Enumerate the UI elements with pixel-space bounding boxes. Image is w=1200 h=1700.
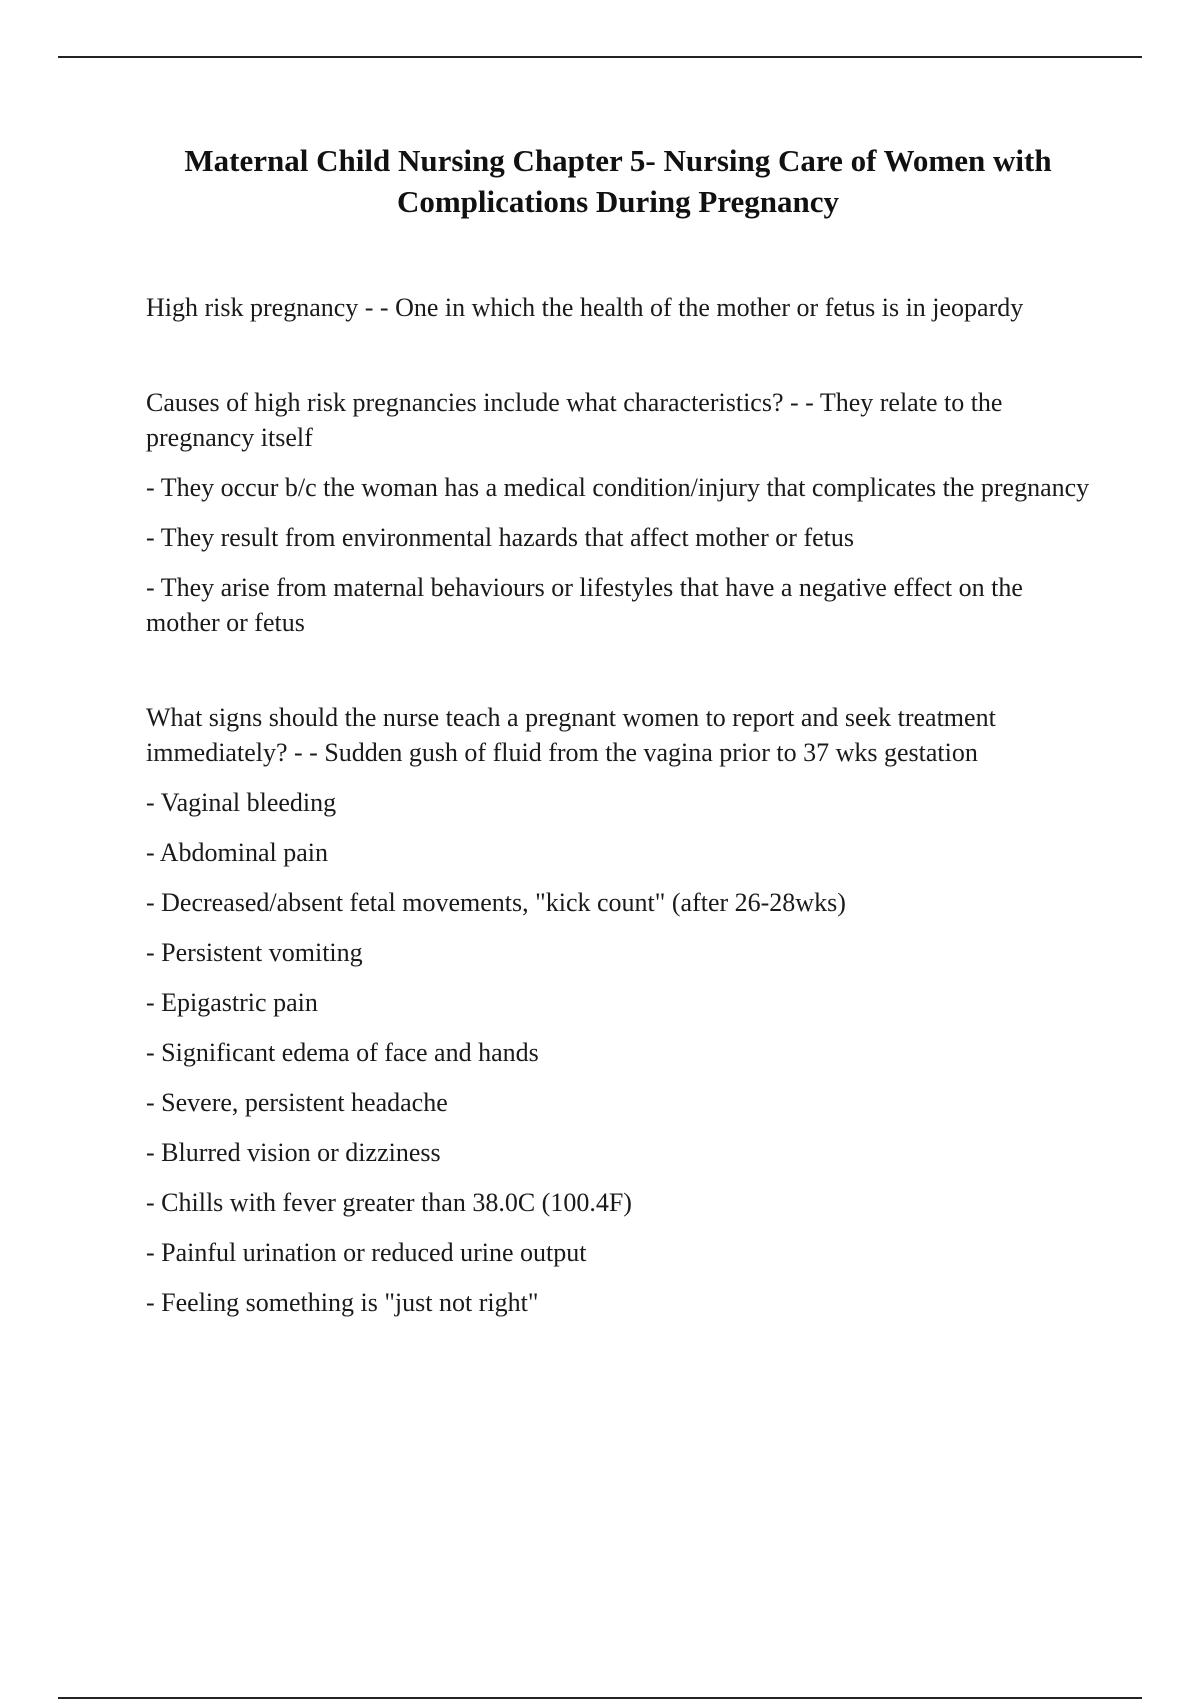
section-1-question: High risk pregnancy - - One in which the health of the mother or fetus is in jeopardy xyxy=(146,293,1024,322)
section-3-item: - Persistent vomiting xyxy=(146,938,363,967)
section-3-item: - Blurred vision or dizziness xyxy=(146,1138,441,1167)
section-2-item: - They occur b/c the woman has a medical condition/injury that complicates the pregnancy xyxy=(146,473,1090,502)
section-3-item: - Abdominal pain xyxy=(146,838,328,867)
section-2-question: Causes of high risk pregnancies include what characteristics? - - They relate to the pregnancy itself xyxy=(146,388,1003,452)
top-divider xyxy=(58,56,1142,58)
section-3-item: - Painful urination or reduced urine output xyxy=(146,1238,587,1267)
section-3-item: - Feeling something is "just not right" xyxy=(146,1288,539,1317)
section-3-item: - Severe, persistent headache xyxy=(146,1088,448,1117)
section-3-item: - Vaginal bleeding xyxy=(146,788,337,817)
section-2-item: - They arise from maternal behaviours or lifestyles that have a negative effect on the mother or fetus xyxy=(146,573,1023,637)
section-3-question: What signs should the nurse teach a pregnant women to report and seek treatment immediately? - - Sudden gush of fluid from the vagina prior to 37 wks gestation xyxy=(146,703,996,767)
section-2-item: - They result from environmental hazards that affect mother or fetus xyxy=(146,523,855,552)
section-3-item: - Chills with fever greater than 38.0C (100.4F) xyxy=(146,1188,632,1217)
document-title: Maternal Child Nursing Chapter 5- Nursing Care of Women with Complications During Pregnancy xyxy=(184,143,1052,219)
document-body xyxy=(146,290,1096,1320)
section-3-item: - Epigastric pain xyxy=(146,988,318,1017)
section-3-item: - Significant edema of face and hands xyxy=(146,1038,539,1067)
bottom-divider xyxy=(58,1697,1142,1699)
section-3-item: - Decreased/absent fetal movements, "kick count" (after 26-28wks) xyxy=(146,888,846,917)
